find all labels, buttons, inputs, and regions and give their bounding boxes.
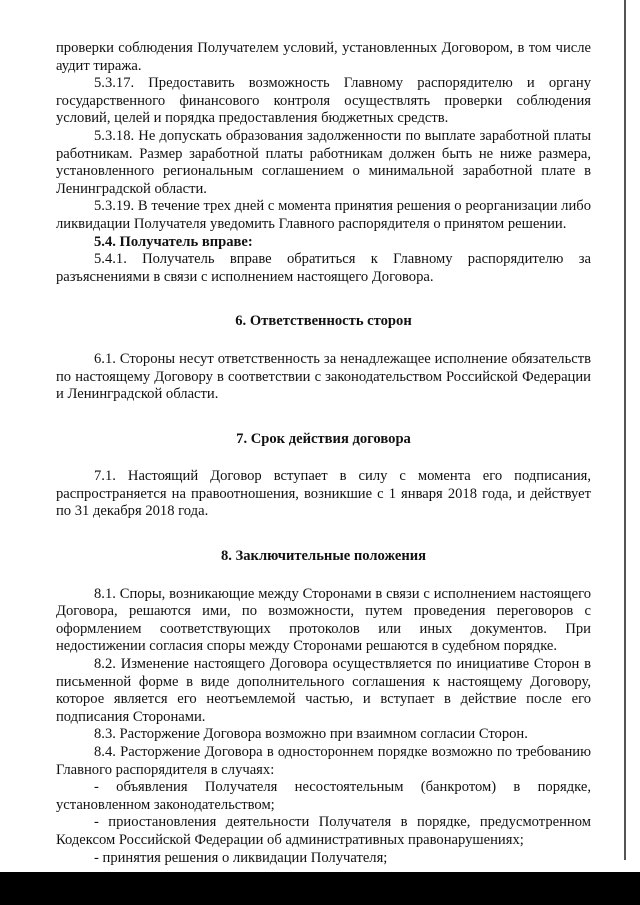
section-6-heading: 6. Ответственность сторон [235,313,412,330]
scan-bottom-band [0,872,640,905]
clause-8-4: 8.4. Расторжение Договора в одностороннем порядке возможно по требованию Главного распорядителя в случаях: [56,744,591,778]
list-item-liquidation: - принятия решения о ликвидации Получателя; [94,849,388,866]
clause-5-3-19: 5.3.19. В течение трех дней с момента принятия решения о реорганизации либо ликвидации Получателя уведомить Главного распорядителя о принятом решении. [56,198,591,232]
section-8-heading: 8. Заключительные положения [220,548,427,565]
clause-8-3: 8.3. Расторжение Договора возможно при взаимном согласии Сторон. [94,726,528,743]
list-item-suspension: - приостановления деятельности Получателя в порядке, предусмотренном Кодексом Российской Федерации об административных правонарушениях; [56,814,591,848]
clause-5-3-17: 5.3.17. Предоставить возможность Главному распорядителю и органу государственного финансового контроля осуществлять проверки соблюдения условий, целей и порядка предоставления бюджетных средств. [56,75,591,127]
clause-6-1: 6.1. Стороны несут ответственность за ненадлежащее исполнение обязательств по настоящему Договору в соответствии с законодательством Российской Федерации и Ленинградской области. [56,350,591,403]
document-body [56,40,591,867]
section-7-heading: 7. Срок действия договора [236,430,411,447]
clause-7-1: 7.1. Настоящий Договор вступает в силу с момента его подписания, распространяется на правоотношения, возникшие с 1 января 2018 года, и действует по 31 декабря 2018 года. [56,468,591,520]
clause-8-2: 8.2. Изменение настоящего Договора осуществляется по инициативе Сторон в письменной форме в виде дополнительного соглашения к настоящему Договору, которое является его неотъемлемой частью, и вступает в действие после его подписания Сторонами. [56,656,591,725]
clause-5-4-1: 5.4.1. Получатель вправе обратиться к Главному распорядителю за разъяснениями в связи с исполнением настоящего Договора. [56,251,591,285]
scan-edge-line [624,0,626,860]
section-5-4-title: 5.4. Получатель вправе: [94,233,253,250]
list-item-bankruptcy: - объявления Получателя несостоятельным (банкротом) в порядке, установленном законодательством; [56,779,591,813]
clause-5-3-18: 5.3.18. Не допускать образования задолженности по выплате заработной платы работникам. Размер заработной платы работникам должен быть не ниже размера, установленного региональным соглашением о минимальной заработной плате в Ленинградской области. [56,127,591,197]
paragraph-audit-continuation: проверки соблюдения Получателем условий, установленных Договором, в том числе аудит тиража. [56,40,591,74]
clause-8-1: 8.1. Споры, возникающие между Сторонами в связи с исполнением настоящего Договора, решаются ими, по возможности, путем проведения переговоров с оформлением соответствующих протоколов или иных документов. При недостижении согласия споры между Сторонами решаются в судебном порядке. [56,585,591,655]
